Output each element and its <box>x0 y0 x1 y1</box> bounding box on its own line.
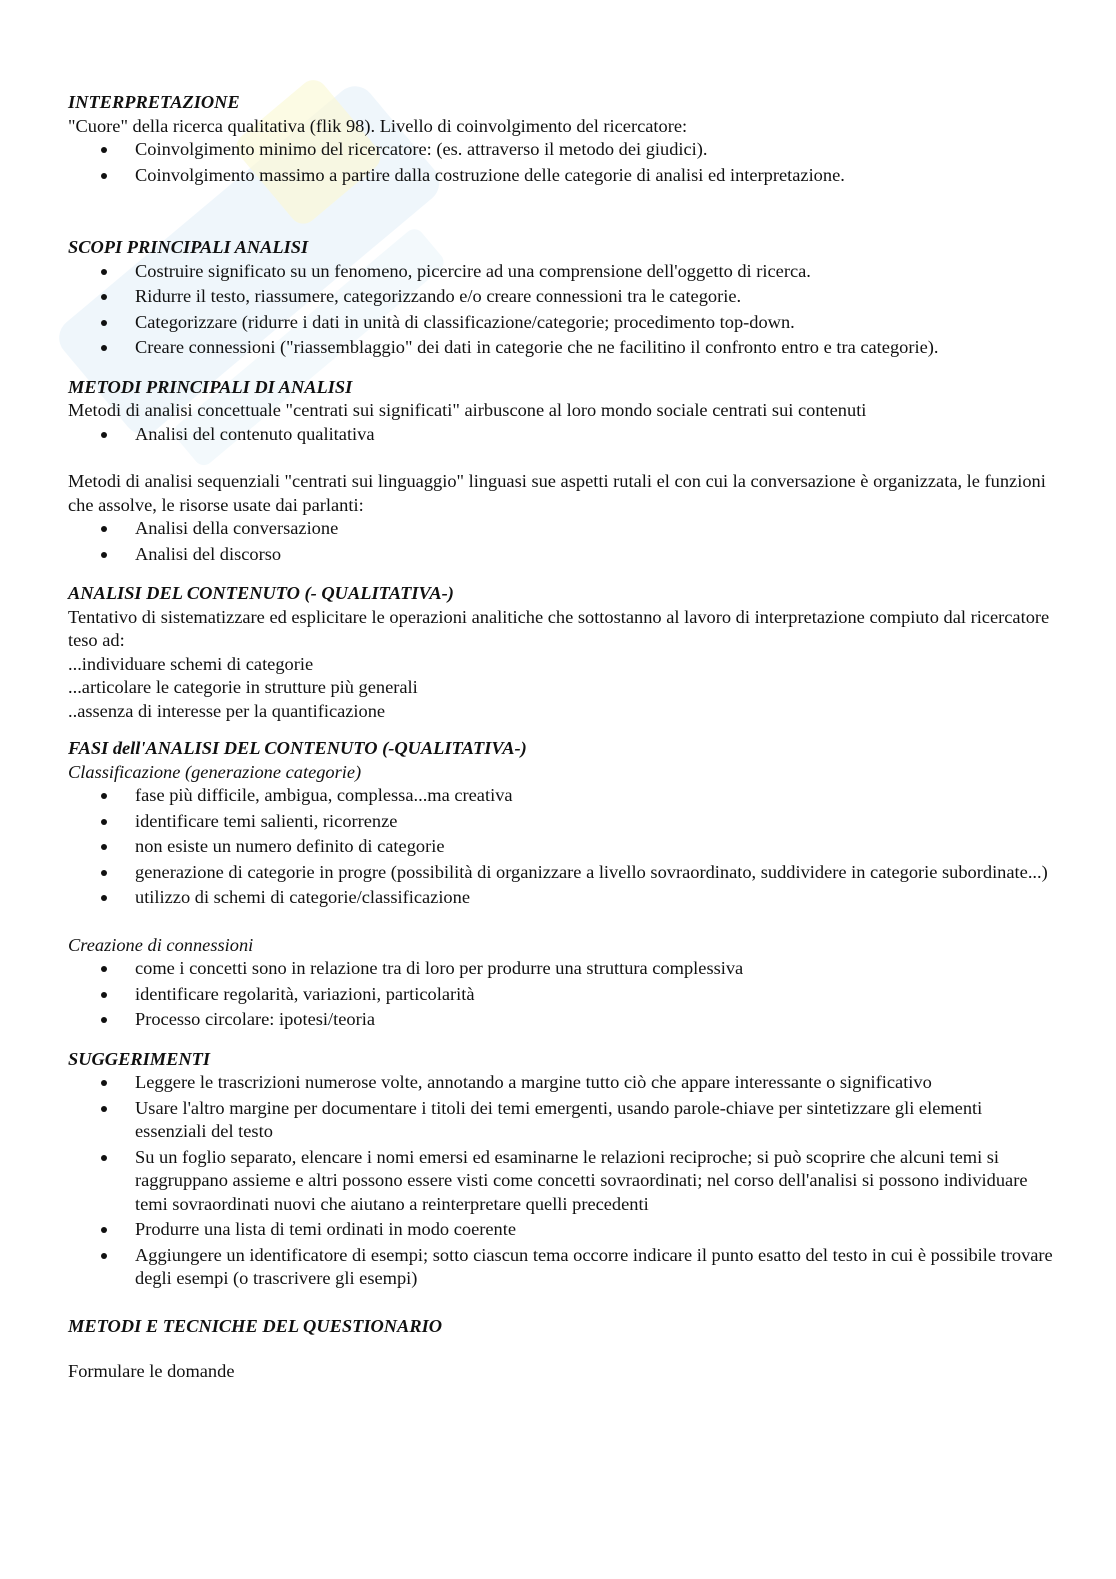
bullet-list <box>68 423 1058 447</box>
bullet-list <box>68 1071 1058 1291</box>
paragraph: Metodi di analisi concettuale "centrati sui significati" airbuscone al loro mondo sociale centrati sui contenuti <box>68 400 867 420</box>
list-item: Usare l'altro margine per documentare i titoli dei temi emergenti, usando parole-chiave per sintetizzare gli elementi essenziali del testo <box>68 1097 1058 1144</box>
list-item: come i concetti sono in relazione tra di loro per produrre una struttura complessiva <box>68 957 1058 981</box>
list-item: Analisi del discorso <box>68 543 1058 567</box>
paragraph: "Cuore" della ricerca qualitativa (flik 98). Livello di coinvolgimento del ricercatore: <box>68 115 688 136</box>
section-heading: METODI E TECNICHE DEL QUESTIONARIO <box>68 1315 443 1336</box>
section-heading: ANALISI DEL CONTENUTO (- QUALITATIVA-) <box>68 583 454 603</box>
section-heading: SCOPI PRINCIPALI ANALISI <box>68 237 309 257</box>
paragraph-line: ..assenza di interesse per la quantificazione <box>68 700 386 721</box>
document-page <box>68 91 1058 1384</box>
list-item: identificare temi salienti, ricorrenze <box>68 810 1058 834</box>
list-item: Analisi del contenuto qualitativa <box>68 423 1058 447</box>
bullet-list <box>68 138 1058 187</box>
bullet-list <box>68 517 1058 566</box>
list-item: Ridurre il testo, riassumere, categorizzando e/o creare connessioni tra le categorie. <box>68 285 1058 309</box>
subheading: Creazione di connessioni <box>68 934 254 955</box>
paragraph-line: ...individuare schemi di categorie <box>68 653 314 674</box>
list-item: fase più difficile, ambigua, complessa...ma creativa <box>68 784 1058 808</box>
section-heading: INTERPRETAZIONE <box>68 92 240 112</box>
paragraph: Metodi di analisi sequenziali "centrati sui linguaggio" linguasi sue aspetti rutali el con cui la conversazione è organizzata, le funzioni che assolve, le risorse usate dai parlanti: <box>68 471 1046 515</box>
list-item: identificare regolarità, variazioni, particolarità <box>68 983 1058 1007</box>
subheading: Classificazione (generazione categorie) <box>68 761 362 782</box>
list-item: Aggiungere un identificatore di esempi; sotto ciascun tema occorre indicare il punto esatto del testo in cui è possibile trovare degli esempi (o trascrivere gli esempi) <box>68 1244 1058 1291</box>
list-item: Coinvolgimento minimo del ricercatore: (es. attraverso il metodo dei giudici). <box>68 138 1058 162</box>
list-item: Leggere le trascrizioni numerose volte, annotando a margine tutto ciò che appare interessante o significativo <box>68 1071 1058 1095</box>
list-item: Costruire significato su un fenomeno, picercire ad una comprensione dell'oggetto di ricerca. <box>68 260 1058 284</box>
paragraph-line: ...articolare le categorie in strutture più generali <box>68 677 418 697</box>
section-heading: FASI dell'ANALISI DEL CONTENUTO (-QUALITATIVA-) <box>68 738 527 758</box>
bullet-list <box>68 784 1058 910</box>
list-item: Produrre una lista di temi ordinati in modo coerente <box>68 1218 1058 1242</box>
section-heading: SUGGERIMENTI <box>68 1048 211 1069</box>
paragraph: Formulare le domande <box>68 1361 235 1381</box>
list-item: Su un foglio separato, elencare i nomi emersi ed esaminarne le relazioni reciproche; si può scoprire che alcuni temi si raggruppano assieme e altri possono essere visti come concetti sovraordinati; nel corso dell'analisi si possono individuare temi sovraordinati nuovi che aiutano a reinterpretare quelli precedenti <box>68 1146 1058 1217</box>
list-item: Processo circolare: ipotesi/teoria <box>68 1008 1058 1032</box>
section-heading: METODI PRINCIPALI DI ANALISI <box>68 376 353 397</box>
list-item: Coinvolgimento massimo a partire dalla costruzione delle categorie di analisi ed interpretazione. <box>68 164 1058 188</box>
paragraph: Tentativo di sistematizzare ed esplicitare le operazioni analitiche che sottostanno al lavoro di interpretazione compiuto dal ricercatore teso ad: <box>68 606 1050 650</box>
list-item: generazione di categorie in progre (possibilità di organizzare a livello sovraordinato, suddividere in categorie subordinate...) <box>68 861 1058 885</box>
bullet-list <box>68 957 1058 1032</box>
bullet-list <box>68 260 1058 360</box>
list-item: utilizzo di schemi di categorie/classificazione <box>68 886 1058 910</box>
list-item: Analisi della conversazione <box>68 517 1058 541</box>
list-item: Categorizzare (ridurre i dati in unità di classificazione/categorie; procedimento top-down. <box>68 311 1058 335</box>
list-item: Creare connessioni ("riassemblaggio" dei dati in categorie che ne facilitino il confronto entro e tra categorie). <box>68 336 1058 360</box>
list-item: non esiste un numero definito di categorie <box>68 835 1058 859</box>
